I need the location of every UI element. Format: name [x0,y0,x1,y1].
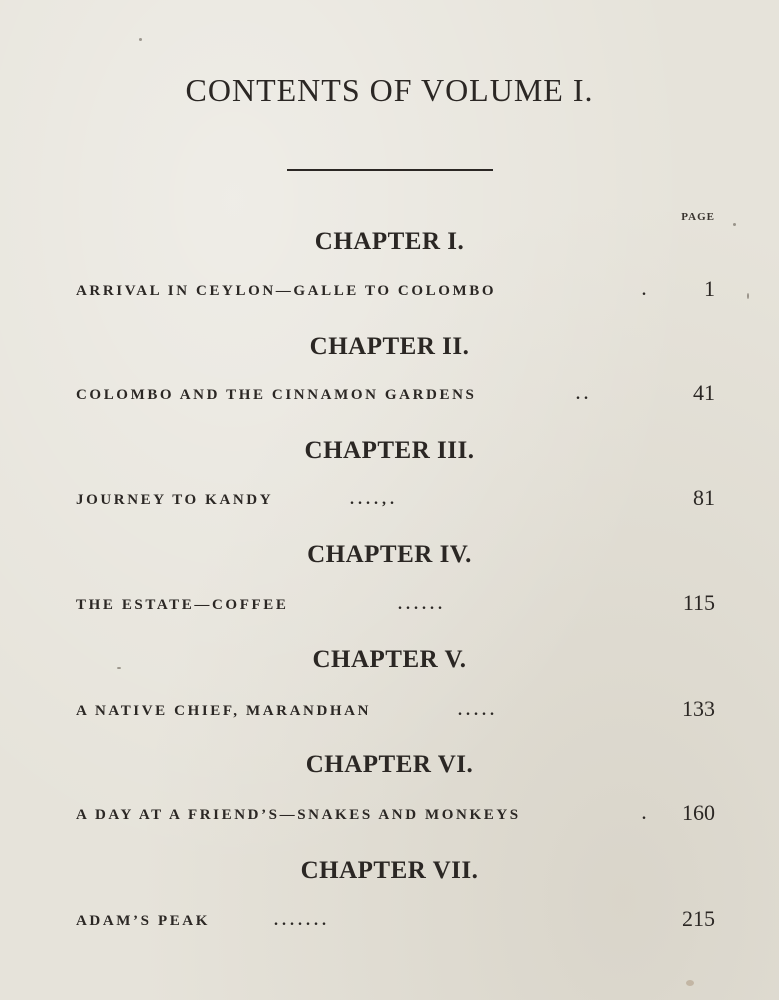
page-number: 115 [682,590,715,615]
dot-leader: . [642,806,646,823]
page-column-label: PAGE [681,211,715,223]
chapter-heading: CHAPTER V. [312,646,467,673]
chapter-title: JOURNEY TO KANDY [76,492,274,508]
chapter-heading: CHAPTER III. [304,437,475,464]
page-number: 215 [682,906,715,931]
chapter-title: COLOMBO AND THE CINNAMON GARDENS [76,387,477,403]
paper-speck [139,38,142,41]
paper-speck [117,667,121,669]
page-number: 133 [682,696,715,721]
chapter-heading: CHAPTER IV. [307,541,472,568]
dot-leader: . . . . . . [398,596,442,613]
toc-entry [76,696,715,722]
chapter-title: ADAM’S PEAK [76,913,211,929]
page-number: 160 [682,800,715,825]
paper-speck [747,293,749,299]
chapter-title: A NATIVE CHIEF, MARANDHAN [76,703,372,719]
page-number: 1 [704,276,715,301]
dot-leader: . . . . . [458,702,494,719]
toc-entry [76,485,715,511]
chapter-heading: CHAPTER II. [309,333,470,360]
chapter-title: THE ESTATE—COFFEE [76,597,289,613]
toc-entry [76,800,715,826]
chapter-heading: CHAPTER VI. [305,751,474,778]
toc-entry [76,906,715,932]
toc-entry [76,590,715,616]
chapter-title: A DAY AT A FRIEND’S—SNAKES AND MONKEYS [76,807,521,823]
dot-leader: . . . . . . . [274,912,326,929]
paper-speck [733,223,736,226]
title-rule [287,169,493,171]
dot-leader: . . [576,386,588,403]
dot-leader: . [642,282,646,299]
chapter-title: ARRIVAL IN CEYLON—GALLE TO COLOMBO [76,283,497,299]
dot-leader: . . . . , . [350,491,394,508]
toc-entry [76,276,715,302]
page-number: 41 [693,380,715,405]
chapter-heading: CHAPTER VII. [300,857,479,884]
paper-speck [686,980,694,986]
page-number: 81 [693,485,715,510]
contents-title: CONTENTS OF VOLUME I. [185,72,594,108]
chapter-heading: CHAPTER I. [314,228,465,255]
toc-entry [76,380,715,406]
